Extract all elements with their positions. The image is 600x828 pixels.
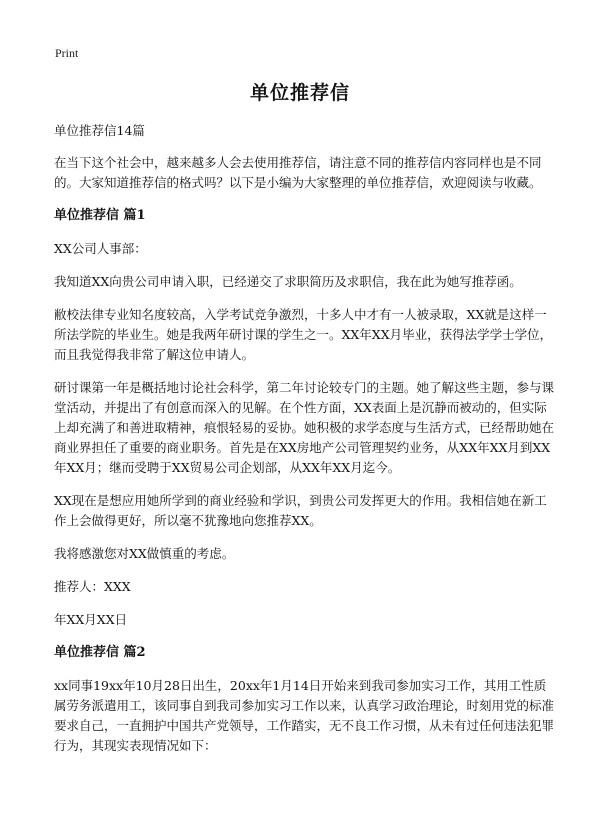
- date-line: 年XX月XX日: [54, 612, 128, 627]
- body-paragraph: 我知道XX向贵公司申请入职，已经递交了求职简历及求职信，我在此为她写推荐函。: [54, 274, 522, 289]
- body-paragraph: 研讨课第一年是概括地讨论社会科学，第二年讨论较专门的主题。她了解这些主题，参与课堂活动，并提出了有创意而深入的见解。在个性方面，XX表面上是沉静而被动的，但实际上却充满了和善进取精神，痕恨轻易的妥协。她积极的求学态度与生活方式，已经帮助她在商业界担任了重要的商业职务。首先是在XX房地产公司管理契约业务，从XX年XX月到XX年XX月；继而受聘于XX贸易公司企划部，从XX年XX月迄今。: [54, 380, 555, 475]
- intro-paragraph: 在当下这个社会中，越来越多人会去使用推荐信，请注意不同的推荐信内容同样也是不同的。大家知道推荐信的格式吗？以下是小编为大家整理的单位推荐信，欢迎阅读与收藏。: [54, 155, 542, 190]
- body-paragraph: 敝校法律专业知名度较高，入学考试竞争激烈，十多人中才有一人被录取，XX就是这样一所法学院的毕业生。她是我两年研讨课的学生之一。XX年XX月毕业，获得法学学士学位，而且我觉得我非常了解这位申请人。: [54, 307, 553, 362]
- document-body: [54, 121, 554, 769]
- document-subtitle: 单位推荐信14篇: [54, 123, 145, 138]
- section-heading-1: 单位推荐信 篇1: [54, 208, 146, 223]
- signature: 推荐人：XXX: [54, 579, 131, 594]
- body-paragraph: 我将感激您对XX做慎重的考虑。: [54, 546, 235, 561]
- section-heading-2: 单位推荐信 篇2: [54, 645, 146, 660]
- salutation: XX公司人事部：: [54, 241, 147, 256]
- body-paragraph: XX现在是想应用她所学到的商业经验和学识，到贵公司发挥更大的作用。我相信她在新工作上会做得更好，所以毫不犹豫地向您推荐XX。: [54, 493, 547, 528]
- body-paragraph: xx同事19xx年10月28日出生，20xx年1月14日开始来到我司参加实习工作，其用工性质属劳务派遣用工，该同事自到我司参加实习工作以来，认真学习政治理论，时刻用党的标准要求自己，一直拥护中国共产党领导，工作踏实，无不良工作习惯，从未有过任何违法犯罪行为，其现实表现情况如下：: [54, 678, 555, 753]
- document-title: 单位推荐信: [249, 82, 350, 104]
- print-label[interactable]: Print: [55, 46, 79, 60]
